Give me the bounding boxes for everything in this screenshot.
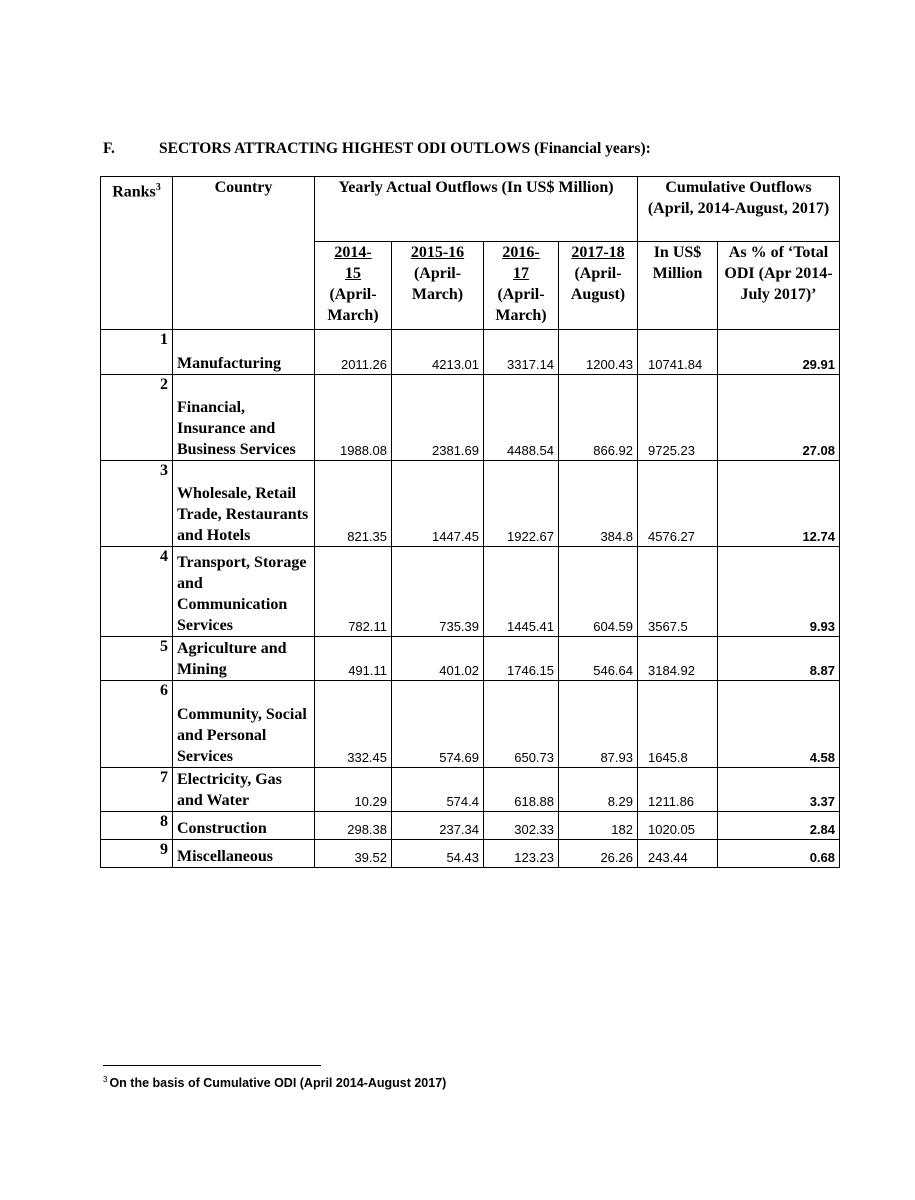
rank-cell: 7 xyxy=(101,768,173,812)
year-header-2015-16: 2015-16 (April- March) xyxy=(392,242,484,330)
rank-cell: 5 xyxy=(101,637,173,681)
value-2016-17: 1445.41 xyxy=(484,547,559,637)
sector-cell: Financial, Insurance and Business Services xyxy=(173,375,315,461)
cumulative-usd: 4576.27 xyxy=(638,461,718,547)
footnote-text: On the basis of Cumulative ODI (April 2014-August 2017) xyxy=(109,1076,447,1091)
value-2016-17: 1746.15 xyxy=(484,637,559,681)
cumulative-percent: 9.93 xyxy=(718,547,840,637)
table-row xyxy=(101,812,840,840)
value-2016-17: 3317.14 xyxy=(484,330,559,375)
value-2014-15: 491.11 xyxy=(315,637,392,681)
cumulative-percent: 29.91 xyxy=(718,330,840,375)
odi-sectors-table xyxy=(100,176,840,868)
table-row xyxy=(101,637,840,681)
ranks-footnote-marker: 3 xyxy=(155,182,161,193)
value-2017-18: 546.64 xyxy=(559,637,638,681)
cumulative-usd: 1211.86 xyxy=(638,768,718,812)
value-2015-16: 1447.45 xyxy=(392,461,484,547)
value-2014-15: 1988.08 xyxy=(315,375,392,461)
year-header-2014-15: 2014- 15 (April- March) xyxy=(315,242,392,330)
table-row xyxy=(101,768,840,812)
section-title: SECTORS ATTRACTING HIGHEST ODI OUTLOWS (Financial years): xyxy=(159,140,651,157)
sector-cell: Wholesale, Retail Trade, Restaurants and Hotels xyxy=(173,461,315,547)
cumulative-usd: 1645.8 xyxy=(638,681,718,768)
rank-cell: 1 xyxy=(101,330,173,375)
rank-cell: 2 xyxy=(101,375,173,461)
year-header-2016-17: 2016- 17 (April- March) xyxy=(484,242,559,330)
usd-million-header: In US$ Million xyxy=(638,242,718,330)
value-2014-15: 332.45 xyxy=(315,681,392,768)
value-2017-18: 26.26 xyxy=(559,840,638,868)
value-2015-16: 401.02 xyxy=(392,637,484,681)
cumulative-usd: 9725.23 xyxy=(638,375,718,461)
sector-cell: Manufacturing xyxy=(173,330,315,375)
cumulative-percent: 12.74 xyxy=(718,461,840,547)
cumulative-usd: 10741.84 xyxy=(638,330,718,375)
value-2016-17: 302.33 xyxy=(484,812,559,840)
value-2017-18: 87.93 xyxy=(559,681,638,768)
value-2017-18: 1200.43 xyxy=(559,330,638,375)
cumulative-percent: 3.37 xyxy=(718,768,840,812)
value-2015-16: 2381.69 xyxy=(392,375,484,461)
rank-cell: 4 xyxy=(101,547,173,637)
value-2017-18: 8.29 xyxy=(559,768,638,812)
section-letter: F. xyxy=(103,140,115,157)
value-2016-17: 4488.54 xyxy=(484,375,559,461)
sector-cell: Agriculture and Mining xyxy=(173,637,315,681)
value-2016-17: 650.73 xyxy=(484,681,559,768)
cumulative-usd: 3184.92 xyxy=(638,637,718,681)
cumulative-percent: 8.87 xyxy=(718,637,840,681)
value-2016-17: 123.23 xyxy=(484,840,559,868)
yearly-outflows-header: Yearly Actual Outflows (In US$ Million) xyxy=(315,177,638,242)
sector-cell: Transport, Storage and Communication Services xyxy=(173,547,315,637)
footnote-divider xyxy=(103,1065,321,1066)
rank-cell: 6 xyxy=(101,681,173,768)
country-header: Country xyxy=(173,177,315,330)
cumulative-percent: 0.68 xyxy=(718,840,840,868)
value-2015-16: 574.69 xyxy=(392,681,484,768)
sector-cell: Miscellaneous xyxy=(173,840,315,868)
cumulative-percent: 4.58 xyxy=(718,681,840,768)
value-2015-16: 574.4 xyxy=(392,768,484,812)
percent-total-header: As % of ‘Total ODI (Apr 2014- July 2017)’ xyxy=(718,242,840,330)
rank-cell: 3 xyxy=(101,461,173,547)
value-2014-15: 10.29 xyxy=(315,768,392,812)
value-2014-15: 2011.26 xyxy=(315,330,392,375)
footnote-marker: 3 xyxy=(103,1075,108,1084)
value-2015-16: 735.39 xyxy=(392,547,484,637)
cumulative-percent: 27.08 xyxy=(718,375,840,461)
cumulative-usd: 243.44 xyxy=(638,840,718,868)
value-2016-17: 618.88 xyxy=(484,768,559,812)
sector-cell: Community, Social and Personal Services xyxy=(173,681,315,768)
rank-cell: 9 xyxy=(101,840,173,868)
table-row xyxy=(101,375,840,461)
value-2014-15: 782.11 xyxy=(315,547,392,637)
footnote xyxy=(103,1075,446,1090)
table-row xyxy=(101,461,840,547)
rank-cell: 8 xyxy=(101,812,173,840)
cumulative-usd: 1020.05 xyxy=(638,812,718,840)
table-row xyxy=(101,547,840,637)
table-row xyxy=(101,681,840,768)
value-2014-15: 39.52 xyxy=(315,840,392,868)
value-2017-18: 866.92 xyxy=(559,375,638,461)
value-2017-18: 182 xyxy=(559,812,638,840)
value-2016-17: 1922.67 xyxy=(484,461,559,547)
value-2017-18: 384.8 xyxy=(559,461,638,547)
value-2017-18: 604.59 xyxy=(559,547,638,637)
cumulative-percent: 2.84 xyxy=(718,812,840,840)
value-2015-16: 54.43 xyxy=(392,840,484,868)
cumulative-outflows-header: Cumulative Outflows (April, 2014-August, 2017) xyxy=(638,177,840,242)
sector-cell: Construction xyxy=(173,812,315,840)
value-2014-15: 821.35 xyxy=(315,461,392,547)
value-2015-16: 4213.01 xyxy=(392,330,484,375)
table-row xyxy=(101,330,840,375)
sector-cell: Electricity, Gas and Water xyxy=(173,768,315,812)
value-2014-15: 298.38 xyxy=(315,812,392,840)
table-row xyxy=(101,840,840,868)
value-2015-16: 237.34 xyxy=(392,812,484,840)
section-heading xyxy=(103,140,651,158)
cumulative-usd: 3567.5 xyxy=(638,547,718,637)
ranks-header: Ranks$^3$ xyxy=(101,177,173,330)
year-header-2017-18: 2017-18 (April- August) xyxy=(559,242,638,330)
